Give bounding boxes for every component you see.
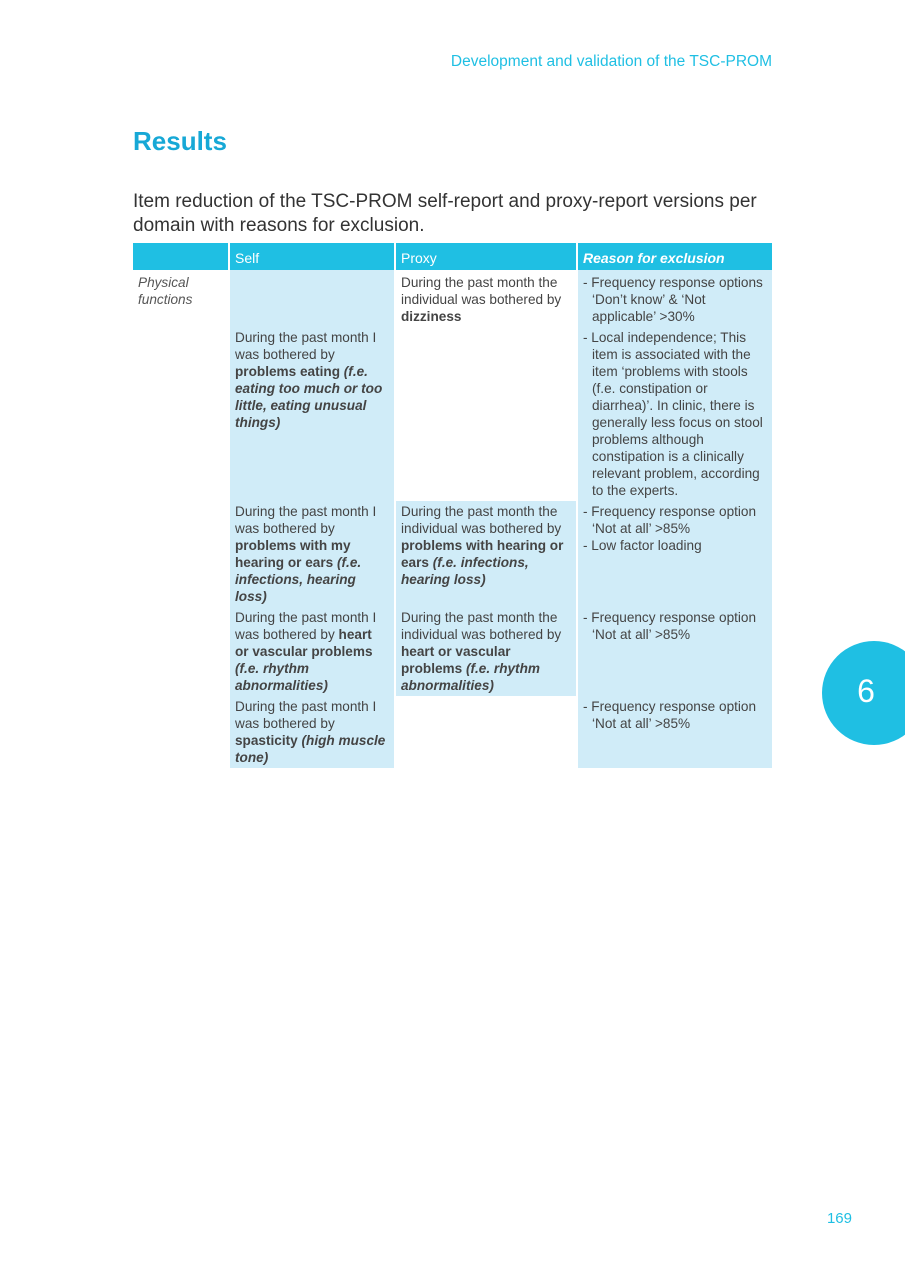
chapter-tab — [822, 641, 905, 745]
reason-cell — [576, 327, 772, 501]
table-header-row — [133, 243, 772, 270]
proxy-cell — [394, 607, 576, 696]
item-example: (f.e. rhythm abnormalities) — [401, 661, 540, 693]
item-text: During the past month the individual was bothered by — [401, 504, 562, 536]
item-example: (f.e. eating too much or too little, eating unusual things) — [235, 364, 383, 430]
reason-cell — [576, 696, 772, 768]
section-title: Results — [133, 126, 227, 156]
proxy-cell — [394, 270, 576, 327]
table-row — [133, 696, 772, 768]
item-reduction-table — [133, 243, 772, 768]
self-cell — [228, 501, 394, 607]
header-proxy: Proxy — [394, 243, 576, 270]
item-keyword: heart or vascular problems — [235, 627, 373, 659]
self-cell — [228, 327, 394, 501]
item-text: During the past month the individual was bothered by — [401, 275, 562, 307]
reason-item: - Low factor loading — [583, 538, 702, 553]
reason-cell — [576, 607, 772, 696]
reason-item: - Frequency response option ‘Not at all’ >85% — [583, 504, 757, 536]
page-number: 169 — [826, 1210, 852, 1227]
table-row — [133, 607, 772, 696]
table-caption: Item reduction of the TSC-PROM self-report and proxy-report versions per domain with reasons for exclusion. — [133, 191, 757, 236]
table-row — [133, 501, 772, 607]
item-text: During the past month the individual was bothered by — [401, 610, 562, 642]
item-text: During the past month I was bothered by — [235, 610, 377, 642]
item-example: (f.e. infections, hearing loss) — [401, 555, 529, 587]
reason-item: - Frequency response option ‘Not at all’ >85% — [583, 699, 757, 731]
proxy-cell — [394, 696, 576, 768]
item-keyword: problems eating — [235, 364, 340, 379]
item-text: During the past month I was bothered by — [235, 504, 377, 536]
header-reason: Reason for exclusion — [576, 243, 772, 270]
header-self: Self — [228, 243, 394, 270]
header-domain — [133, 243, 228, 270]
item-example: (high muscle tone) — [235, 733, 386, 765]
proxy-cell — [394, 501, 576, 607]
self-cell — [228, 607, 394, 696]
self-cell — [228, 270, 394, 327]
item-keyword: spasticity — [235, 733, 298, 748]
proxy-cell — [394, 327, 576, 501]
item-keyword: heart or vascular problems — [401, 644, 511, 676]
item-text: During the past month I was bothered by — [235, 330, 377, 362]
item-text: During the past month I was bothered by — [235, 699, 377, 731]
domain-label: Physical functions — [133, 270, 228, 768]
chapter-number: 6 — [857, 673, 875, 709]
item-example: (f.e. rhythm abnormalities) — [235, 661, 328, 693]
reason-cell — [576, 501, 772, 607]
item-keyword: problems with my hearing or ears — [235, 538, 351, 570]
running-header: Development and validation of the TSC-PROM — [450, 53, 772, 70]
reason-item: - Local independence; This item is associated with the item ‘problems with stools (f.e. constipation or diarrhea)’. In clinic, there is generally less focus on stool problems although constipation is a clinically relevant problem, according to the experts. — [583, 330, 763, 498]
self-cell — [228, 696, 394, 768]
table-row — [133, 327, 772, 501]
item-keyword: dizziness — [401, 309, 462, 324]
reason-cell — [576, 270, 772, 327]
item-keyword: problems with hearing or ears — [401, 538, 564, 570]
table-row — [133, 270, 772, 327]
reason-item: - Frequency response options ‘Don’t know’ & ‘Not applicable’ >30% — [583, 275, 763, 324]
item-example: (f.e. infections, hearing loss) — [235, 555, 362, 604]
reason-item: - Frequency response option ‘Not at all’ >85% — [583, 610, 757, 642]
